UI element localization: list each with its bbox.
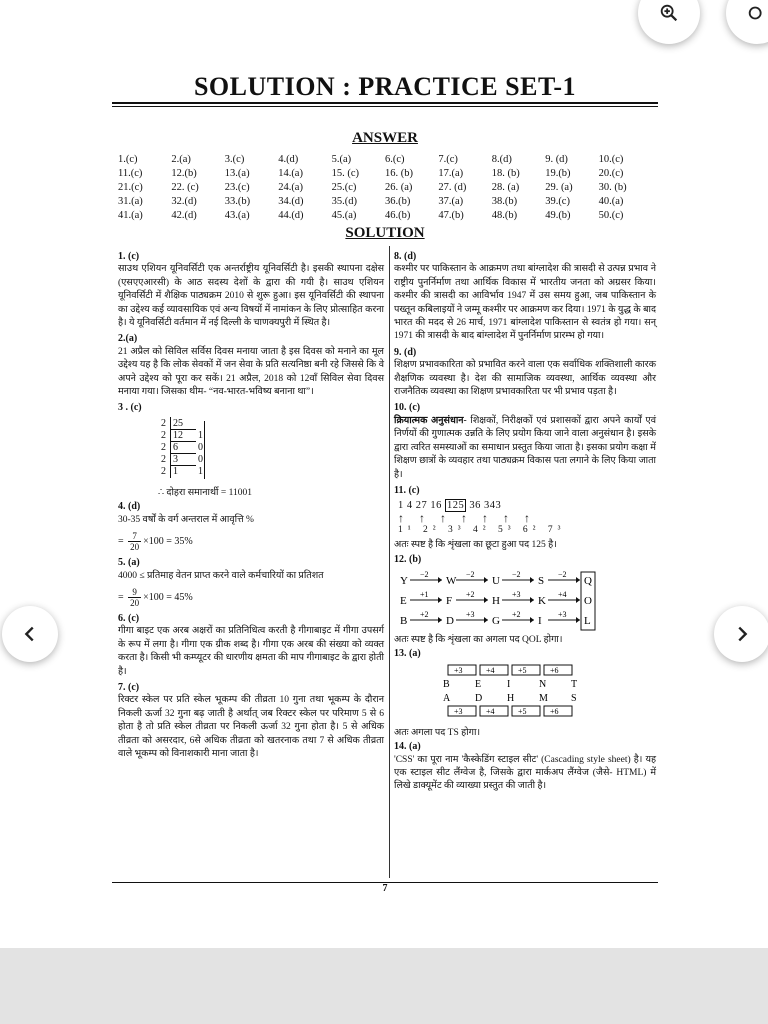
series-letter: T (571, 678, 578, 690)
fraction-numerator: 7 (128, 531, 141, 542)
step-label: +4 (558, 589, 567, 599)
series-letter: G (492, 614, 500, 627)
question-number: 2.(a) (118, 333, 138, 345)
answer-item: 42.(d) (171, 210, 197, 221)
title-rule-thin (112, 106, 658, 107)
question-number: 10. (c) (394, 402, 421, 414)
answer-item: 18. (b) (491, 168, 520, 179)
answer-item: 30. (b) (598, 182, 627, 193)
divisor: 2 (161, 429, 166, 441)
answer-item: 7.(c) (438, 154, 458, 165)
answer-item: 26. (a) (385, 182, 413, 193)
dividend: 25 (170, 417, 197, 430)
series-letter: H (492, 594, 500, 607)
series-letter: A (443, 692, 451, 704)
answer-item: 6.(c) (385, 154, 405, 165)
series-power: 3³ (447, 524, 473, 535)
term-definition: शिक्षकों, निरीक्षकों एवं प्रशासकों द्वारा अपने कार्यों एवं निर्णयों की गुणात्मक उन्नति के लिए प्रयोग किया जाने वाला अनुसंधान है। इसके द्वारा त्वरित समस्याओं का समाधान प्रस्तुत किया जाता है। इसका प्रयोग कक्षा में शिक्षण छात्रों के व्यवहार तथा पाठ्यक्रम विकास पता लगाने के लिए किया जाता है। (394, 415, 656, 480)
arrow-head-icon (576, 577, 580, 583)
fraction (128, 587, 141, 608)
answer-item: 25.(c) (331, 182, 357, 193)
fraction-denominator: 20 (130, 542, 140, 553)
step-label: +3 (512, 589, 521, 599)
answer-item: 2.(a) (171, 154, 191, 165)
solution-column-left (118, 250, 384, 763)
answer-item: 1.(c) (118, 154, 138, 165)
series-power: 7³ (547, 524, 566, 535)
solution-text: गीगा बाइट एक अरब अक्षरों का प्रतिनिधित्व करती है गीगाबाइट में गीगा उपसर्ग के रूप में लगा है। गीगा एक ग्रीक शब्द है। गीगा एक अरब की संख्या को व्यक्त करता है। किसी भी कम्प्यूटर की धारणीय क्षमता की माप गीगाबाइट के द्वारा होती है। (118, 626, 384, 677)
answer-item: 39.(c) (545, 196, 570, 207)
letter-series-diagram (394, 568, 614, 632)
series-letter: B (400, 614, 408, 627)
remainder: 1 (198, 429, 203, 441)
series-letter: S (538, 574, 545, 587)
dividend: 1 (170, 465, 197, 478)
step-label: +6 (550, 665, 559, 675)
answer-item: 20.(c) (598, 168, 624, 179)
series-power: 6² (522, 524, 548, 535)
answer-heading: ANSWER (352, 130, 418, 146)
question-number: 13. (a) (394, 648, 421, 660)
series-letter: Q (584, 574, 592, 587)
answer-item: 33.(b) (224, 196, 251, 207)
dividend: 12 (170, 429, 197, 442)
up-arrow-icon: ↑ (398, 510, 419, 525)
series-letter: I (507, 678, 511, 690)
answer-item: 11.(c) (118, 168, 143, 179)
step-label: +2 (466, 589, 475, 599)
answer-item: 49.(b) (545, 210, 571, 221)
remainder: 0 (198, 441, 203, 453)
solution-text: कश्मीर पर पाकिस्तान के आक्रमण तथा बांग्लादेश की त्रासदी से उत्पन्न प्रभाव ने राष्ट्रीय पुनर्निर्माण तथा आर्थिक विकास में भारतीय जनता को अग्रसर किया। कश्मीर की त्रासदी का आविर्भाव 1947 में उस समय हुआ, जब पाकिस्तान के पख्तून कबिलाइयों ने जम्मू कश्मीर पर आक्रमण कर दिया। 1971 के युद्ध के बाद भारत की मदद से 26 मार्च, 1971 बांग्लादेश पाकिस्तान से स्वतंत्र हो गया। सन् 1971 की त्रासदी के बाद बांग्लादेश में पुनर्निर्माण प्रारम्भ हो गया। (394, 264, 656, 342)
series-power: 4² (472, 524, 498, 535)
step-label: −2 (558, 569, 567, 579)
step-label: +4 (486, 665, 495, 675)
answer-item: 23.(c) (224, 182, 250, 193)
up-arrow-icon: ↑ (419, 510, 440, 525)
answer-item: 17.(a) (438, 168, 464, 179)
series-term: 4 (406, 500, 413, 512)
series-letter: M (539, 692, 548, 704)
up-arrow-icon: ↑ (503, 510, 524, 525)
answer-item: 12.(b) (171, 168, 197, 179)
term-bold: क्रियात्मक अनुसंधान- (394, 415, 467, 426)
question-number: 4. (d) (118, 501, 141, 513)
series-term: 36 (469, 500, 481, 512)
answer-item: 32.(d) (171, 196, 197, 207)
series-powers (398, 524, 656, 537)
more-options-button[interactable] (726, 0, 768, 44)
step-label: +3 (466, 609, 475, 619)
question-number: 8. (d) (394, 251, 417, 262)
step-label: +6 (550, 706, 559, 716)
answer-item: 41.(a) (118, 210, 143, 221)
solution-text: साउथ एशियन यूनिवर्सिटी एक अन्तर्राष्ट्रीय यूनिवर्सिटी है। इसकी स्थापना दक्षेस (एसएएआरसी) के आठ सदस्य देशों के द्वारा की गयी है। साउथ एशियन यूनिवर्सिटी में शैक्षिक पाठ्यक्रम 2010 से शुरू हुआ। इस यूनिवर्सिटी की स्थापना का उद्देश्य कई व्यावसायिक एवं अन्य विषयों में नामांकन के लिए प्रोत्साहित करना है। ये यूनिवर्सिटी वर्तमान में नई दिल्ली के चाणक्यपुरी में स्थित है। (118, 264, 384, 329)
formula-prefix: = (118, 535, 124, 547)
question-number: 9. (d) (394, 346, 417, 358)
answer-item: 48.(b) (491, 210, 518, 221)
page-title: SOLUTION : PRACTICE SET-1 (193, 72, 577, 101)
arrow-head-icon (576, 617, 580, 623)
answer-item: 38.(b) (491, 196, 518, 207)
solution-text (394, 415, 656, 482)
answer-item: 9. (d) (545, 154, 568, 165)
answer-item: 4.(d) (278, 154, 299, 165)
arrow-head-icon (484, 617, 488, 623)
next-page-button[interactable] (714, 606, 768, 662)
up-arrow-icon: ↑ (461, 510, 482, 525)
answer-item: 22. (c) (171, 182, 199, 193)
zoom-in-icon (658, 2, 680, 24)
series-letter: E (400, 594, 407, 607)
step-label: −2 (420, 569, 429, 579)
series-letter: D (475, 692, 483, 704)
formula-suffix: ×100 = 45% (143, 591, 193, 603)
step-label: +2 (512, 609, 521, 619)
arrow-head-icon (484, 577, 488, 583)
fraction-denominator: 20 (130, 597, 140, 608)
answer-item: 8.(d) (491, 154, 512, 165)
series-term: 1 (398, 500, 404, 512)
divisor: 2 (161, 465, 166, 477)
fraction-numerator: 9 (128, 587, 141, 598)
answer-item: 16. (b) (385, 168, 413, 179)
solution-column-right (394, 250, 656, 796)
solution-result: ∴ दोहरा समानार्थी = 11001 (158, 487, 253, 498)
answer-item: 46.(b) (385, 210, 411, 221)
series-power: 2² (422, 524, 448, 535)
formula-prefix: = (118, 591, 124, 603)
step-label: −2 (466, 569, 475, 579)
divisor: 2 (161, 453, 166, 465)
formula (118, 531, 384, 552)
arrow-head-icon (484, 597, 488, 603)
question-number: 11. (c) (394, 484, 420, 496)
solution-result: अतः स्पष्ट है कि शृंखला का छूटा हुआ पद 125 है। (394, 540, 557, 551)
chevron-right-icon (731, 623, 753, 645)
series-letter: K (538, 594, 546, 607)
answer-item: 14.(a) (278, 168, 303, 179)
more-icon (746, 2, 768, 24)
viewer-bottom-bar (0, 948, 768, 1024)
answer-item: 24.(a) (278, 182, 303, 193)
answer-item: 45.(a) (331, 210, 357, 221)
answer-item: 21.(c) (118, 182, 143, 193)
title-rule (112, 102, 658, 104)
solution-text: 'CSS' का पूरा नाम 'कैस्केडिंग स्टाइल सीट' (Cascading style sheet) है। यह एक स्टाइल सीट लैंग्वेज है, जिसके द्वारा मार्कअप लैंग्वेज (जैसे- HTML) में लिखे डाक्यूमेंट की व्याख्या प्रस्तुत की जाती है। (394, 754, 656, 792)
answer-item: 40.(a) (598, 196, 624, 207)
series-letter: B (443, 678, 450, 690)
arrow-head-icon (576, 597, 580, 603)
series-letter: S (571, 692, 577, 704)
up-arrow-icon: ↑ (482, 510, 503, 525)
divisor: 2 (161, 417, 166, 429)
answer-item: 5.(a) (331, 154, 352, 165)
series-letter: D (446, 614, 454, 627)
answer-item: 50.(c) (598, 210, 624, 221)
zoom-in-button[interactable] (638, 0, 700, 44)
question-number: 1. (c) (118, 251, 140, 262)
divisor: 2 (161, 441, 166, 453)
series-power: 5³ (497, 524, 523, 535)
dividend: 6 (170, 441, 197, 454)
document-page (112, 60, 658, 900)
series-letter: U (492, 574, 500, 587)
answer-item: 43.(a) (224, 210, 250, 221)
series-term: 16 (430, 500, 442, 512)
answer-item: 15. (c) (331, 168, 359, 179)
step-label: +5 (518, 665, 527, 675)
arrow-head-icon (530, 577, 534, 583)
series-letter: N (539, 678, 547, 690)
answer-item: 28. (a) (491, 182, 520, 193)
previous-page-button[interactable] (2, 606, 58, 662)
page-number: 7 (382, 883, 388, 894)
solution-text: 21 अप्रैल को सिविल सर्विस दिवस मनाया जाता है इस दिवस को मनाने का मूल उद्देश्य यह है कि लोक सेवकों में जन सेवा के प्रति सत्यनिष्ठा बनी रहे जिससे कि वे अपने उद्देश्य को पूरा कर सकें। 21 अप्रैल, 2018 को 12वाँ सिविल सेवा दिवस मनाया गया। जिसका थीम- “नव-भारत-भविष्य बनाना था”। (118, 346, 384, 398)
formula-suffix: ×100 = 35% (143, 535, 193, 547)
series-letter: E (475, 678, 482, 690)
series-letter: Y (400, 574, 408, 587)
step-label: +3 (558, 609, 567, 619)
formula (118, 587, 384, 608)
answer-item: 35.(d) (331, 196, 357, 207)
answer-item: 31.(a) (118, 196, 143, 207)
solution-result: अतः स्पष्ट है कि शृंखला का अगला पद QOL होगा। (394, 634, 563, 645)
question-number: 5. (a) (118, 557, 140, 569)
series-letter: O (584, 594, 592, 607)
series-letter: L (584, 614, 591, 627)
division-ladder (156, 417, 384, 483)
series-term: 125 (447, 500, 465, 512)
solution-text: 4000 ≤ प्रतिमाह वेतन प्राप्त करने वाले कर्मचारियों का प्रतिशत (118, 570, 324, 581)
arrow-head-icon (438, 597, 442, 603)
series-letter: F (446, 594, 453, 607)
step-label: +2 (420, 609, 429, 619)
series-letter: I (538, 614, 542, 627)
question-number: 3 . (c) (118, 402, 142, 414)
step-label: −2 (512, 569, 521, 579)
question-number: 6. (c) (118, 612, 140, 624)
letter-pair-diagram (394, 663, 614, 725)
series-term: 343 (484, 500, 502, 512)
answer-item: 27. (d) (438, 182, 467, 193)
arrow-head-icon (530, 617, 534, 623)
series-arrows (398, 510, 656, 525)
answer-key-grid (118, 153, 652, 222)
answer-item: 10.(c) (598, 154, 624, 165)
dividend: 3 (170, 453, 197, 466)
fraction (128, 531, 141, 552)
arrow-head-icon (438, 577, 442, 583)
answer-item: 29. (a) (545, 182, 573, 193)
series-power: 1¹ (398, 524, 423, 535)
step-label: +4 (486, 706, 495, 716)
question-number: 7. (c) (118, 681, 140, 693)
series-term: 27 (415, 500, 428, 512)
solution-heading: SOLUTION (345, 225, 425, 241)
step-label: +3 (454, 706, 463, 716)
answer-item: 36.(b) (385, 196, 411, 207)
arrow-head-icon (438, 617, 442, 623)
remainder-bracket (204, 421, 205, 479)
step-label: +3 (454, 665, 463, 675)
series-letter: W (446, 574, 457, 587)
arrow-head-icon (530, 597, 534, 603)
solution-text: 30-35 वर्षों के वर्ग अन्तराल में आवृत्ति % (118, 514, 254, 525)
question-number: 14. (a) (394, 741, 421, 753)
series-letter: H (507, 692, 515, 704)
step-label: +5 (518, 706, 527, 716)
answer-item: 3.(c) (224, 154, 245, 165)
answer-item: 34.(d) (278, 196, 304, 207)
solution-result: अतः अगला पद TS होगा। (394, 727, 481, 738)
column-divider (389, 246, 390, 878)
question-number: 12. (b) (394, 553, 422, 565)
step-label: +1 (420, 589, 429, 599)
remainder: 0 (198, 453, 203, 465)
solution-text: रिक्टर स्केल पर प्रति स्केल भूकम्प की तीव्रता 10 गुना तथा भूकम्प के दौरान निकली ऊर्जा 32 गुना बढ़ जाती है अर्थात् जब रिक्टर स्केल पर परिमाण 5 से 6 होता है तो प्रति स्केल तीव्रता पर निकली ऊर्जा 32 गुना होता है। 5 से अधिक तीव्रता को असरदार, 6से अधिक तीव्रता को खतरनाक तथा 7 से अधिक तीव्रता वाले भूकम्प को विनाशकारी माना जाता है। (118, 695, 384, 759)
up-arrow-icon: ↑ (440, 510, 461, 525)
chevron-left-icon (19, 623, 41, 645)
up-arrow-icon: ↑ (524, 510, 536, 525)
answer-item: 44.(d) (278, 210, 304, 221)
remainder: 1 (198, 465, 203, 477)
answer-item: 13.(a) (224, 168, 250, 179)
answer-item: 37.(a) (438, 196, 464, 207)
answer-item: 47.(b) (438, 210, 464, 221)
answer-item: 19.(b) (545, 168, 571, 179)
solution-text: शिक्षण प्रभावकारिता को प्रभावित करने वाला एक सर्वाधिक शक्तिशाली कारक शैक्षणिक व्यवस्था है। देश की सामाजिक व्यवस्था, आर्थिक व्यवस्था और राजनैतिक व्यवस्था का शिक्षण प्रभावकारिता पर भी प्रभाव पड़ता है। (394, 360, 656, 398)
